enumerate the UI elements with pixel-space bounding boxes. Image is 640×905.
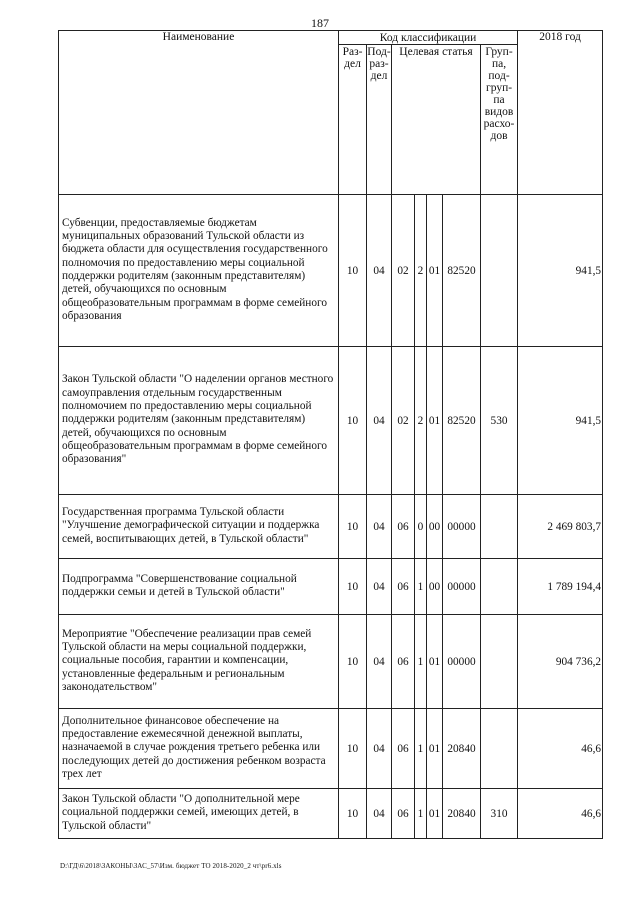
table-row (59, 495, 603, 559)
row-section: 10 (339, 347, 367, 495)
row-name: Закон Тульской области "О наделении органов местного самоуправления отдельным государственным полномочием по предоставлению меры социальной поддержки родителям (законным представителям) детей, обучающихся по основным общеобразовательным программам в форме семейного образования" (59, 347, 339, 495)
row-target-program: 06 (392, 615, 415, 709)
row-expense-type: 310 (481, 789, 518, 839)
row-expense-type (481, 709, 518, 789)
row-name: Мероприятие "Обеспечение реализации прав семей Тульской области на меры социальной поддержки, социальные пособия, гарантии и компенсации, установленные федеральным и региональным законодательством" (59, 615, 339, 709)
row-target-subprogram: 2 (415, 195, 427, 347)
row-section: 10 (339, 495, 367, 559)
row-target-event: 01 (427, 709, 443, 789)
row-target-direction: 20840 (443, 709, 481, 789)
row-expense-type: 530 (481, 347, 518, 495)
row-name: Подпрограмма "Совершенствование социальной поддержки семьи и детей в Тульской области" (59, 559, 339, 615)
row-section: 10 (339, 615, 367, 709)
row-subsection: 04 (367, 709, 392, 789)
budget-table (58, 30, 603, 839)
row-target-direction: 20840 (443, 789, 481, 839)
row-target-program: 06 (392, 495, 415, 559)
table-row (59, 195, 603, 347)
row-subsection: 04 (367, 495, 392, 559)
row-target-program: 06 (392, 559, 415, 615)
row-target-direction: 82520 (443, 347, 481, 495)
row-subsection: 04 (367, 559, 392, 615)
row-expense-type (481, 615, 518, 709)
row-subsection: 04 (367, 615, 392, 709)
row-target-subprogram: 0 (415, 495, 427, 559)
row-name: Дополнительное финансовое обеспечение на предоставление ежемесячной денежной выплаты, назначаемой в случае рождения третьего ребенка или последующих детей до достижения ребенком возраста трех лет (59, 709, 339, 789)
row-target-event: 01 (427, 347, 443, 495)
row-amount: 941,5 (518, 195, 603, 347)
row-amount: 1 789 194,4 (518, 559, 603, 615)
row-target-subprogram: 2 (415, 347, 427, 495)
table-row (59, 559, 603, 615)
header-classification: Код классификации (339, 31, 518, 45)
row-subsection: 04 (367, 347, 392, 495)
row-target-program: 02 (392, 195, 415, 347)
header-section: Раз- дел (339, 45, 367, 195)
row-name: Государственная программа Тульской области "Улучшение демографической ситуации и поддержка семей, воспитывающих детей, в Тульской области" (59, 495, 339, 559)
row-section: 10 (339, 709, 367, 789)
row-amount: 941,5 (518, 347, 603, 495)
row-expense-type (481, 495, 518, 559)
row-section: 10 (339, 789, 367, 839)
row-target-event: 00 (427, 495, 443, 559)
row-target-event: 01 (427, 615, 443, 709)
row-amount: 2 469 803,7 (518, 495, 603, 559)
table-header (59, 31, 603, 195)
table-row (59, 709, 603, 789)
header-subsection: Под- раз- дел (367, 45, 392, 195)
row-target-direction: 00000 (443, 559, 481, 615)
row-expense-type (481, 559, 518, 615)
header-year: 2018 год (518, 31, 603, 195)
row-subsection: 04 (367, 195, 392, 347)
header-target-article: Целевая статья (392, 45, 481, 195)
row-section: 10 (339, 195, 367, 347)
row-amount: 904 736,2 (518, 615, 603, 709)
row-target-direction: 00000 (443, 615, 481, 709)
row-target-direction: 00000 (443, 495, 481, 559)
row-expense-type (481, 195, 518, 347)
row-target-program: 06 (392, 789, 415, 839)
row-target-subprogram: 1 (415, 615, 427, 709)
row-target-subprogram: 1 (415, 789, 427, 839)
row-subsection: 04 (367, 789, 392, 839)
row-target-direction: 82520 (443, 195, 481, 347)
row-target-event: 01 (427, 195, 443, 347)
row-amount: 46,6 (518, 709, 603, 789)
row-name: Субвенции, предоставляемые бюджетам муниципальных образований Тульской области из бюджета области для осуществления государственного полномочия по предоставлению меры социальной поддержки родителям (законным представителям) детей, обучающихся по основным общеобразовательным программам в форме семейного образования (59, 195, 339, 347)
table-row (59, 615, 603, 709)
row-amount: 46,6 (518, 789, 603, 839)
file-path-footer: D:\ГД\6\2018\ЗАКОНЫ\ЗАС_57\Изм. бюджет ТО 2018-2020_2 чт\pr6.xls (60, 862, 282, 870)
row-target-event: 00 (427, 559, 443, 615)
row-target-program: 06 (392, 709, 415, 789)
header-expense-group: Груп- па, под- груп- па видов расхо- дов (481, 45, 518, 195)
row-target-subprogram: 1 (415, 709, 427, 789)
row-section: 10 (339, 559, 367, 615)
table-row (59, 347, 603, 495)
row-target-program: 02 (392, 347, 415, 495)
header-name: Наименование (59, 31, 339, 195)
row-name: Закон Тульской области "О дополнительной мере социальной поддержки семей, имеющих детей, в Тульской области" (59, 789, 339, 839)
page-number: 187 (311, 16, 329, 30)
table-row (59, 789, 603, 839)
row-target-subprogram: 1 (415, 559, 427, 615)
row-target-event: 01 (427, 789, 443, 839)
